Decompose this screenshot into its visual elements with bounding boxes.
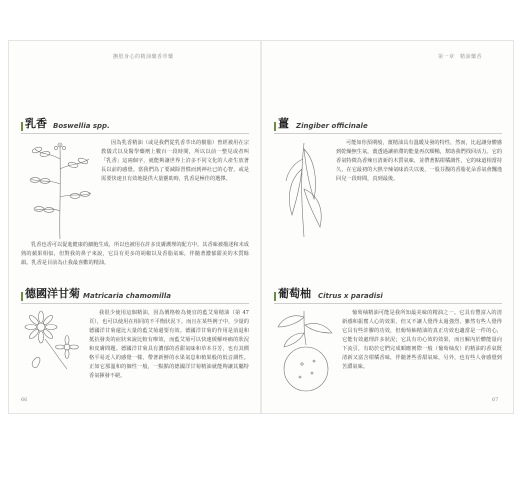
entry-title xyxy=(274,289,502,304)
entry-title-latin: Matricaria chamomilla xyxy=(83,292,171,300)
frankincense-illustration xyxy=(23,139,97,239)
entry-title-zh: 葡萄柚 xyxy=(278,287,311,300)
entry-body xyxy=(342,309,502,372)
page-number-left: 66 xyxy=(21,397,28,403)
entry-title xyxy=(21,289,249,304)
chamomile-illustration xyxy=(23,309,85,371)
title-accent-bar xyxy=(274,122,276,131)
left-page xyxy=(9,41,260,413)
paragraph: 乳香也香可以促進健康的細胞生成，所以也被用在許多皮膚護理的配方中。其香味被描述和未成熟的蘋果相似，但對我的鼻子來說，它具有更多的胡椒以及香脂氣味，伴隨著濃郁甜美的木質餘韻。乳香是目前為止我最喜歡的精油。 xyxy=(21,242,249,266)
entry-title-latin: Citrus x paradisi xyxy=(318,292,383,300)
title-accent-bar xyxy=(21,122,23,131)
paragraph: 可能如你預期般，薑精油具有溫暖及發的特性，然而，比起讓身體感到乾燥無生氣，薑透過讓瘀滯的能量再次順暢，幫助我們找回活力。它的香氣特徵為香辣且清新的木質氣味，並帶著點柑橘調性，它的味道相當持久，在它最初的大熱辛辣氣味消失以後，一股芬馥的香脂花朵香氣會飄逸回兒一段時間，真到最後。 xyxy=(336,140,503,182)
right-page xyxy=(262,41,513,413)
entry-body-continued xyxy=(21,241,249,268)
entry-title-zh: 薑 xyxy=(278,117,289,130)
title-accent-bar xyxy=(274,292,276,301)
grapefruit-illustration xyxy=(274,309,338,403)
entry-title-zh: 乳香 xyxy=(25,117,47,130)
title-accent-bar xyxy=(21,292,23,301)
running-head-left: 撫慰身心的精油藥香草藥 xyxy=(113,54,174,60)
entry-title-latin: Zingiber officinale xyxy=(296,122,368,130)
entry-title-zh: 德國洋甘菊 xyxy=(25,287,80,300)
page-number-right: 67 xyxy=(492,397,499,403)
running-head-right: 第一章 精油藥香 xyxy=(438,54,483,60)
paragraph: 因為乳香精油（或是我們從乳香萃出的樹脂）曾經被用在宗教儀式以及醫學藥劑上數百一段時間，所以以前一整見或者叫「乳香」這兩個字，就能夠讓世界上許多不同文化的人產生放著長以前的感覺。當我們為了要減除習慣而到神社已的心智，或是需要快速且有效地提供大量靈助時，乳香是極佳的選擇。 xyxy=(101,140,249,182)
book-spread xyxy=(8,40,514,414)
entry-german-chamomile xyxy=(21,289,249,304)
entry-title xyxy=(21,119,249,134)
entry-title-latin: Boswellia spp. xyxy=(53,122,110,130)
entry-title xyxy=(274,119,502,134)
entry-frankincense xyxy=(21,119,249,134)
entry-grapefruit xyxy=(274,289,502,304)
paragraph: 我很少使用這個精油，因為價格較為便宜的藍艾菊精油（第 47 頁），也可以使用在相同的不平衡狀況下。而且在某些例子中，少量的德國洋甘菊還比大量的藍艾菊還要有效。德國洋甘菊的作用是消退和抵抗發炎的症狀來說比較有療效，而藍艾菊可以快速緩解疼痛的狀況和皮膚問題。德國洋甘菊具有濃郁的香甜氣味和草本芬芳，也有其價格平易近人的感覺一樣，帶著新鮮的水果氣息和植果般的低音調性。正如它那溫和的個性一般，一點點的德國洋甘菊精油就能夠讓其屬特香氣揮發不絕。 xyxy=(89,310,249,379)
entry-body xyxy=(336,139,502,184)
ginger-illustration xyxy=(274,139,332,237)
paragraph: 葡萄柚精油可能是我所知最美味的精油之一。它具有豐富入的清新感和振奮人心的效果，但又不讓人覺得太過強烈，雖然有些人覺得它具有些許膠的功效，但葡萄柚精油的真正功效也適當是一件的心，它能有效處理許多狀況；它具有功心效的效果，而且解內於體能量向下流引，有助於它們完成順應實際一般（葡萄柚皮）的精油的香氣既清新又富含柑橘香味，伴隨著些香甜氣味，另外，也有些人會感覺到苦澀氣味。 xyxy=(342,310,502,370)
entry-body xyxy=(101,139,249,184)
entry-body xyxy=(89,309,249,381)
entry-ginger xyxy=(274,119,502,134)
